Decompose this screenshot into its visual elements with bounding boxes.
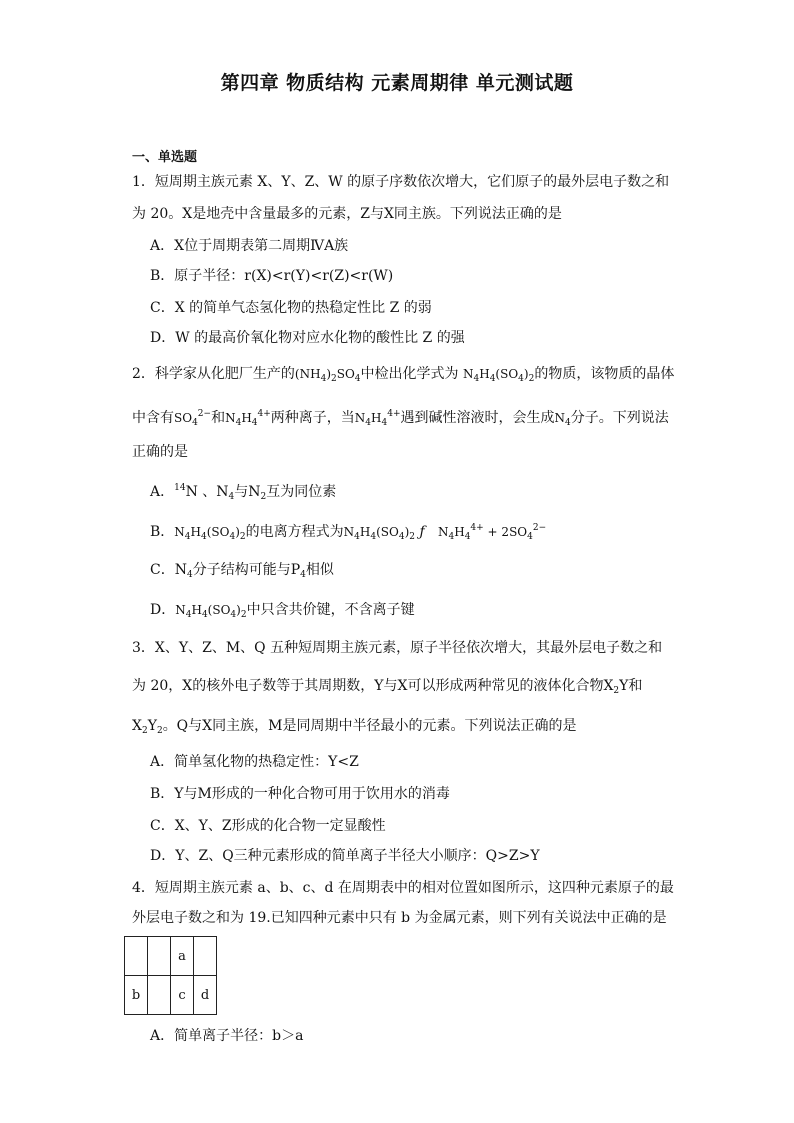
q3-line1: 3．X、Y、Z、M、Q 五种短周期主族元素，原子半径依次增大，其最外层电子数之和 <box>132 640 663 656</box>
table-cell <box>194 937 217 976</box>
table-row <box>125 937 217 976</box>
q1-option-a: A．X位于周期表第二周期ⅣA族 <box>150 238 349 254</box>
formula-ammonium-sulfate: $(NH_4)_2SO_4$ <box>294 367 361 384</box>
formula-n4h4so4: $N_4H_4(SO_4)_2$ <box>462 367 535 384</box>
q3-line3: $X_2Y_2$。Q与X同主族，M是同周期中半径最小的元素。下列说法正确的是 <box>132 718 577 736</box>
q3-option-b: B．Y与M形成的一种化合物可用于饮用水的消毒 <box>150 786 450 802</box>
q2-line2: 中含有$SO_4^{2-}$和$N_4H_4^{4+}$两种离子，当$N_4H_4^{4+}$遇到碱性溶液时，会生成$N_4$分子。下列说法 <box>132 409 669 428</box>
q1-option-d: D．W 的最高价氧化物对应水化物的酸性比 Z 的强 <box>150 330 465 346</box>
formula-n4: $N_4$ <box>554 411 571 428</box>
q1-option-b: B．原子半径：r(X)<r(Y)<r(Z)<r(W) <box>150 268 394 284</box>
q4-line2: 外层电子数之和为 19.已知四种元素中只有 b 为金属元素，则下列有关说法中正确的是 <box>132 910 667 926</box>
q2-option-b: B．$N_4H_4(SO_4)_2$的电离方程式为$N_4H_4(SO_4)_2$ ƒ $N_4H_4^{4+} + 2SO_4^{2-}$ <box>150 523 547 542</box>
q2-option-c: C．$N_4$分子结构可能与$P_4$相似 <box>150 562 334 580</box>
q4-line1: 4．短周期主族元素 a、b、c、d 在周期表中的相对位置如图所示，这四种元素原子的最 <box>132 880 674 896</box>
periodic-table-fragment <box>124 936 217 1015</box>
q2-line3: 正确的是 <box>132 444 188 460</box>
q1-line1: 1．短周期主族元素 X、Y、Z、W 的原子序数依次增大，它们原子的最外层电子数之和 <box>132 174 670 190</box>
table-cell: d <box>194 976 217 1015</box>
q3-option-d: D．Y、Z、Q三种元素形成的简单离子半径大小顺序：Q>Z>Y <box>150 848 540 864</box>
table-cell: c <box>171 976 194 1015</box>
q2-option-a: A．$^{14}$N 、$N_4$与$N_2$互为同位素 <box>150 483 337 502</box>
formula-sulfate-ion: $SO_4^{2-}$ <box>174 409 212 428</box>
table-cell <box>148 937 171 976</box>
table-row <box>125 976 217 1015</box>
q2-line1: 2．科学家从化肥厂生产的$(NH_4)_2SO_4$中检出化学式为 $N_4H_4(SO_4)_2$的物质，该物质的晶体 <box>132 366 675 384</box>
q2-option-d: D．$N_4H_4(SO_4)_2$中只含共价键，不含离子键 <box>150 602 415 620</box>
table-cell: b <box>125 976 148 1015</box>
formula-n4h4-ion: $N_4H_4^{4+}$ <box>225 409 271 428</box>
q1-line2: 为 20。X是地壳中含量最多的元素，Z与X同主族。下列说法正确的是 <box>132 206 562 222</box>
formula-n4h4-ion-2: $N_4H_4^{4+}$ <box>354 409 401 428</box>
table-cell: a <box>171 937 194 976</box>
page-title: 第四章 物质结构 元素周期律 单元测试题 <box>220 72 574 94</box>
table-cell <box>148 976 171 1015</box>
q4-option-a: A．简单离子半径：b＞a <box>150 1028 304 1044</box>
section-heading: 一、单选题 <box>132 150 198 165</box>
q3-line2: 为 20，X的核外电子数等于其周期数，Y与X可以形成两种常见的液体化合物$X_2Y$和 <box>132 678 643 696</box>
q3-option-c: C．X、Y、Z形成的化合物一定显酸性 <box>150 818 386 834</box>
q1-option-c: C．X 的简单气态氢化物的热稳定性比 Z 的弱 <box>150 300 432 316</box>
q3-option-a: A．简单氢化物的热稳定性：Y<Z <box>150 754 359 770</box>
table-cell <box>125 937 148 976</box>
